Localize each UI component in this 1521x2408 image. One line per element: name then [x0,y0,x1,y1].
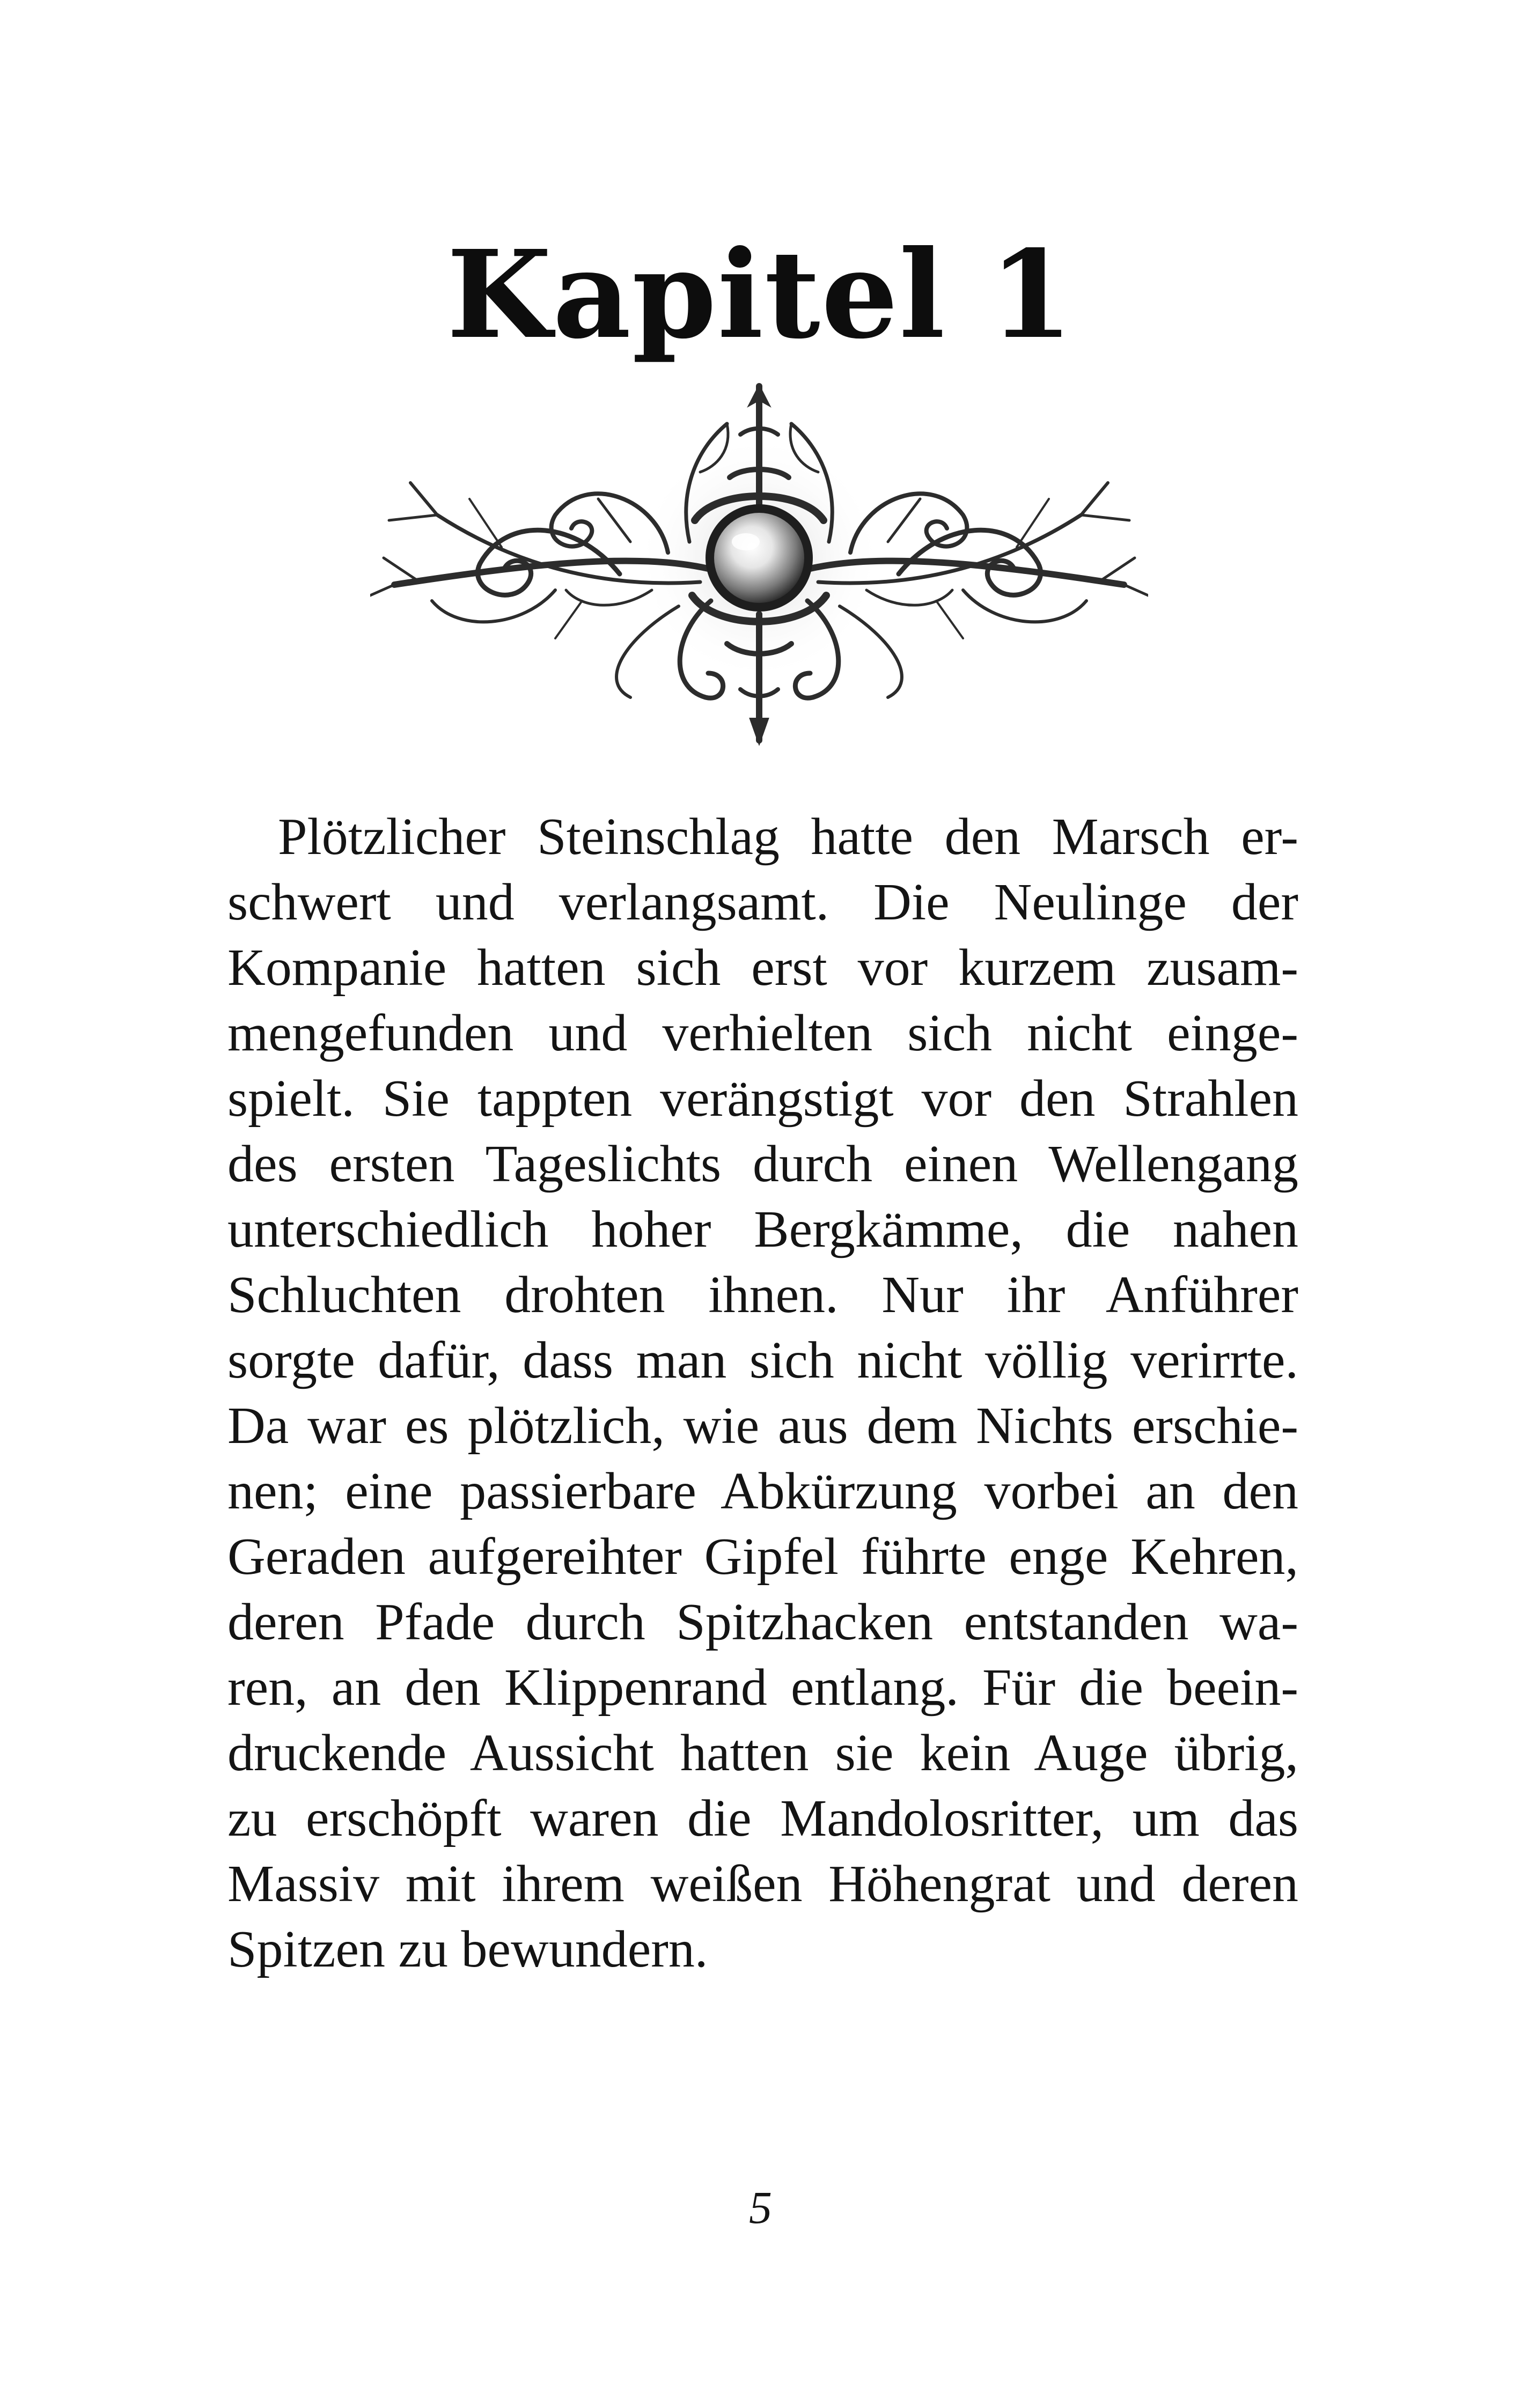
text-line: mengefunden und verhielten sich nicht einge- [227,1004,1298,1062]
text-line: Schluchten drohten ihnen. Nur ihr Anführer [227,1266,1298,1324]
text-line: Spitzen zu bewundern. [227,1920,708,1978]
text-line: des ersten Tageslichts durch einen Wellengang [227,1135,1298,1193]
text-line: Plötzlicher Steinschlag hatte den Marsch er- [278,808,1298,866]
text-line: sorgte dafür, dass man sich nicht völlig verirrte. [227,1331,1298,1389]
text-line: Massiv mit ihrem weißen Höhengrat und deren [227,1855,1298,1913]
text-line: druckende Aussicht hatten sie kein Auge übrig, [227,1724,1298,1782]
text-line: zu erschöpft waren die Mandolosritter, um das [227,1790,1298,1847]
text-line: unterschiedlich hoher Bergkämme, die nahen [227,1201,1298,1258]
body-text [227,805,1298,2049]
text-line: nen; eine passierbare Abkürzung vorbei an den [227,1462,1298,1520]
ornament-icon [370,370,1148,746]
text-line: schwert und verlangsamt. Die Neulinge der [227,873,1298,931]
text-line: Kompanie hatten sich erst vor kurzem zusam- [227,939,1298,997]
text-line: Geraden aufgereihter Gipfel führte enge Kehren, [227,1528,1298,1586]
chapter-title: Kapitel 1 [446,224,1075,366]
text-line: ren, an den Klippenrand entlang. Für die beein- [227,1659,1298,1717]
page-number: 5 [749,2182,772,2233]
text-line: Da war es plötzlich, wie aus dem Nichts erschie- [227,1397,1298,1455]
text-line: deren Pfade durch Spitzhacken entstanden wa- [227,1593,1298,1651]
text-line: spielt. Sie tappten verängstigt vor den Strahlen [227,1070,1298,1128]
